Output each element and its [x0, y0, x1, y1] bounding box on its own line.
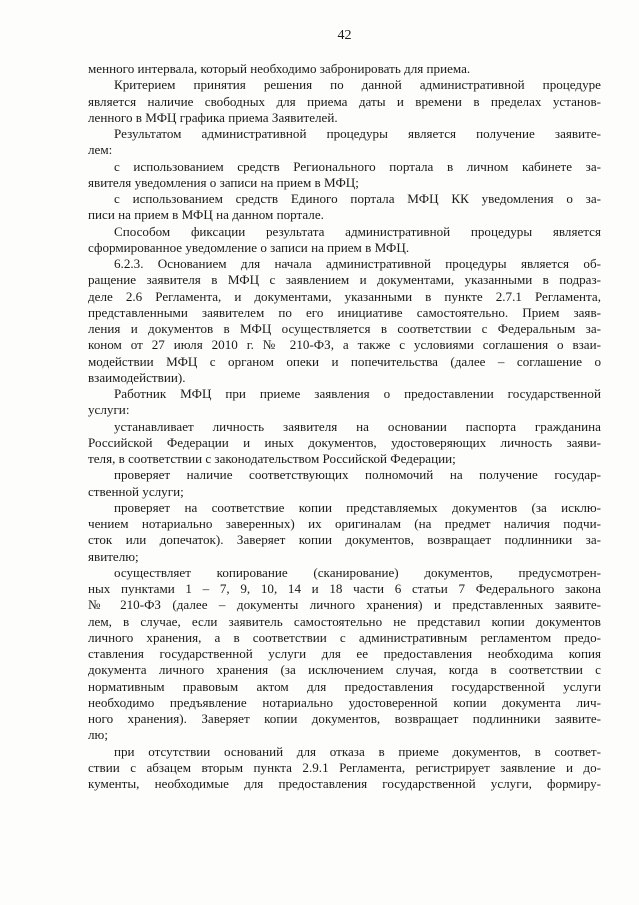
- text-line: сток или допечаток). Заверяет копии документов, возвращает подлинники за-: [88, 532, 601, 548]
- text-line: ных пунктами 1 – 7, 9, 10, 14 и 18 части 6 статьи 7 Федерального закона: [88, 581, 601, 596]
- text-line: Работник МФЦ при приеме заявления о предоставлении государственной: [114, 386, 601, 401]
- text-line: ленного в МФЦ графика приема Заявителей.: [88, 109, 338, 125]
- text-line: осуществляет копирование (сканирование) документов, предусмотрен-: [114, 564, 601, 580]
- text-line: явителя уведомления о записи на прием в МФЦ;: [88, 174, 359, 190]
- text-line: является наличие свободных для приема даты и времени в пределах установ-: [88, 93, 601, 109]
- text-line: необходимо предъявление нотариально удостоверенной копии документа лич-: [88, 694, 601, 710]
- page-number: 42: [337, 28, 352, 43]
- text-line: деле 2.6 Регламента, и документами, указанными в пункте 2.7.1 Регламента,: [88, 288, 601, 304]
- text-line: менного интервала, который необходимо забронировать для приема.: [88, 61, 471, 76]
- text-line: писи на прием в МФЦ на данном портале.: [88, 207, 324, 223]
- text-line: при отсутствии оснований для отказа в приеме документов, в соответ-: [114, 743, 601, 759]
- text-line: личного хранения, а в соответствии с административным регламентом предо-: [88, 629, 601, 645]
- text-line: документа личного хранения (за исключением случая, когда в соответствии с: [88, 662, 601, 678]
- text-line: теля, в соответствии с законодательством Российской Федерации;: [88, 451, 456, 466]
- text-line: ственной услуги;: [88, 483, 184, 499]
- text-line: Способом фиксации результата административной процедуры является: [114, 223, 601, 239]
- text-line: коном от 27 июля 2010 г. № 210-ФЗ, а также с условиями соглашения о взаи-: [88, 337, 601, 353]
- text-line: лем, в случае, если заявитель самостоятельно не представил копии документов: [88, 613, 601, 629]
- text-line: нормативным правовым актом для предоставления государственной услуги: [88, 678, 601, 694]
- text-line: взаимодействии).: [88, 369, 186, 385]
- text-line: с использованием средств Единого портала МФЦ КК уведомления о за-: [114, 191, 601, 206]
- text-line: лем:: [88, 142, 113, 158]
- text-line: Российской Федерации и иных документов, удостоверяющих личность заяви-: [88, 434, 601, 450]
- text-line: явителю;: [88, 548, 139, 564]
- text-line: устанавливает личность заявителя на основании паспорта гражданина: [114, 418, 601, 434]
- body-text: [88, 61, 601, 792]
- text-line: чением нотариально заверенных) их оригиналам (на предмет наличия подчи-: [88, 516, 601, 531]
- text-line: № 210-ФЗ (далее – документы личного хранения) и представленных заявите-: [88, 597, 601, 613]
- text-line: ращение заявителя в МФЦ с заявлением и документами, указанными в подраз-: [88, 272, 601, 288]
- text-line: представленными заявителем по его инициативе самостоятельно. Прием заяв-: [88, 304, 601, 320]
- text-line: 6.2.3. Основанием для начала административной процедуры является об-: [114, 256, 601, 271]
- text-line: Критерием принятия решения по данной административной процедуре: [114, 77, 601, 93]
- text-line: с использованием средств Регионального портала в личном кабинете за-: [114, 158, 601, 174]
- text-line: ствии с абзацем вторым пункта 2.9.1 Регламента, регистрирует заявление и до-: [88, 759, 601, 775]
- text-line: кументы, необходимые для предоставления государственной услуги, формиру-: [88, 776, 601, 791]
- text-line: сформированное уведомление о записи на прием в МФЦ.: [88, 239, 410, 255]
- text-line: лю;: [88, 727, 108, 743]
- text-line: Результатом административной процедуры является получение заявите-: [114, 126, 601, 141]
- text-line: услуги:: [88, 402, 130, 418]
- text-line: проверяет на соответствие копии представляемых документов (за исклю-: [114, 499, 601, 515]
- text-line: проверяет наличие соответствующих полномочий на получение государ-: [114, 467, 601, 483]
- text-line: ного хранения). Заверяет копии документов, возвращает подлинники заявите-: [88, 711, 601, 726]
- text-line: модействии МФЦ с органом опеки и попечительства (далее – соглашение о: [88, 353, 601, 369]
- text-line: ставления государственной услуги для ее предоставления необходима копия: [88, 646, 601, 661]
- text-line: ления и документов в МФЦ осуществляется в соответствии с Федеральным за-: [88, 321, 601, 336]
